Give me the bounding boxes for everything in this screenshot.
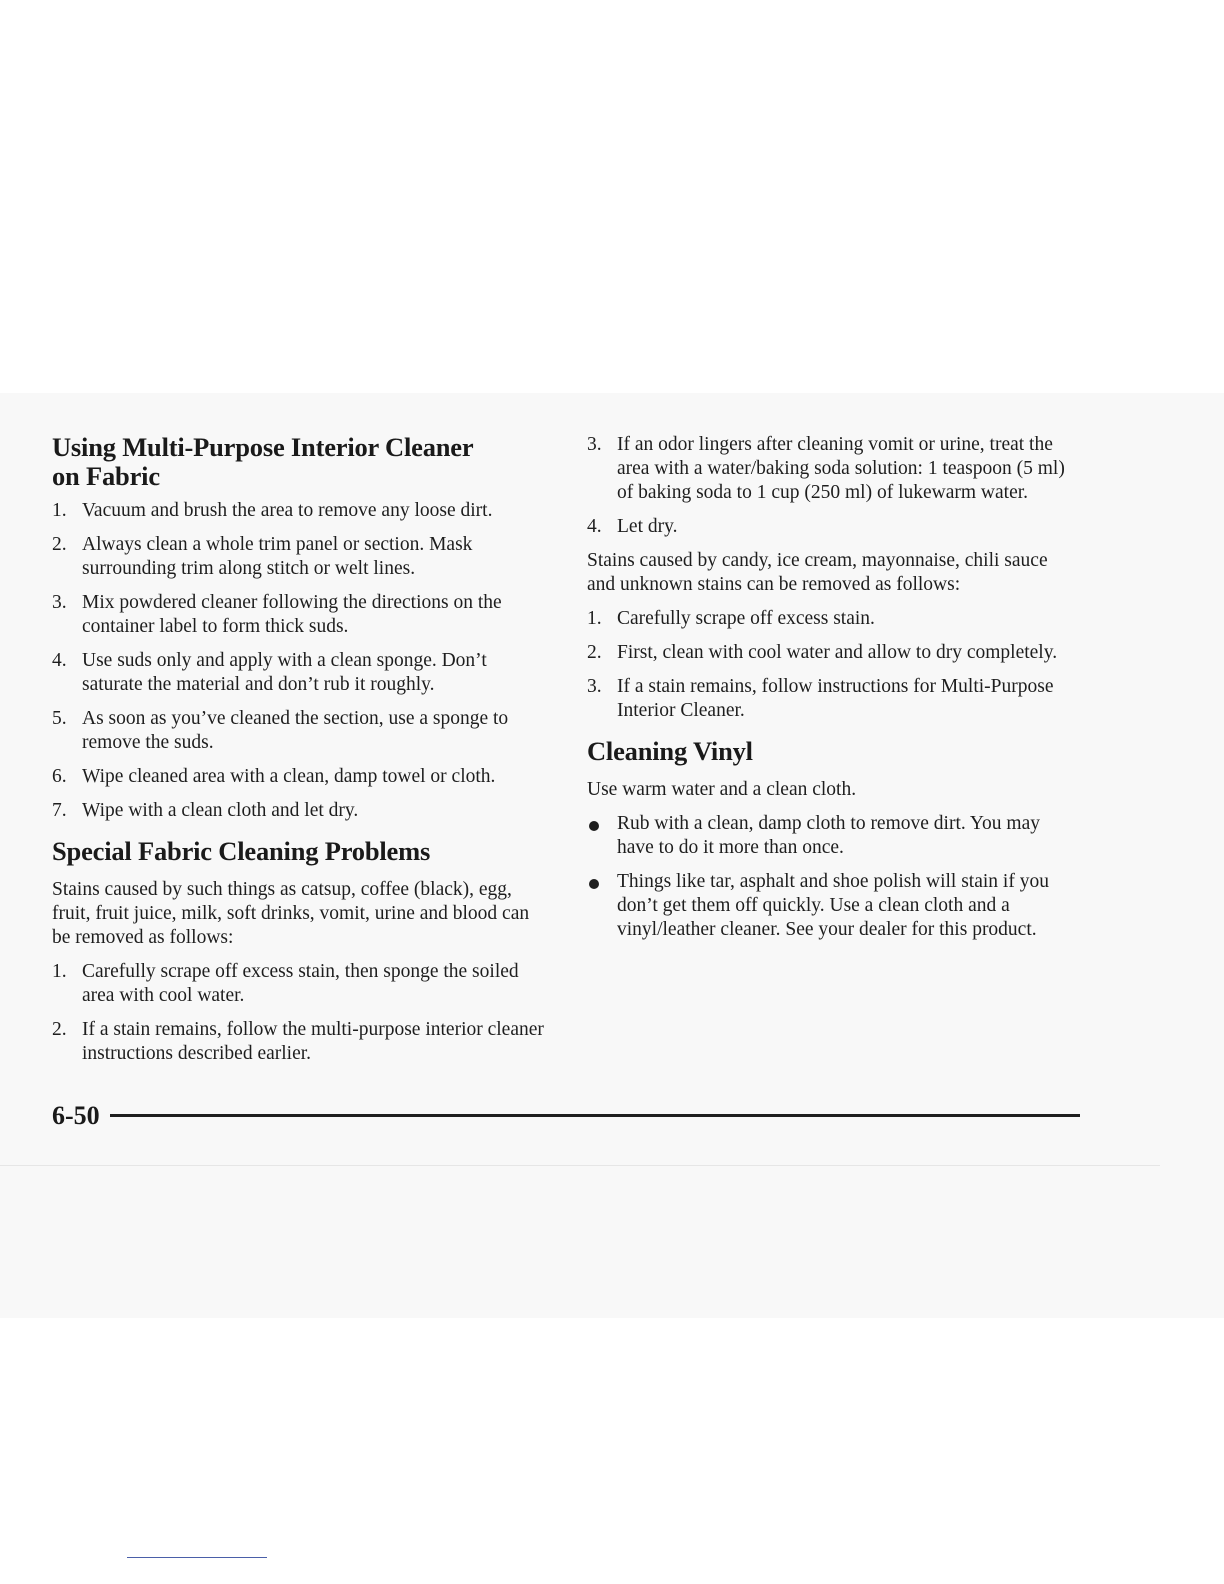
list-item: [52, 1018, 552, 1066]
step-number: 1.: [52, 961, 67, 982]
step-text: If a stain remains, follow the multi-purpose interior cleaner instructions described earlier.: [82, 1019, 544, 1064]
list-item: [587, 433, 1067, 505]
left-column: [52, 433, 552, 1076]
cleaner-steps-list: [52, 499, 552, 823]
continued-steps-list: [587, 433, 1067, 539]
heading-special-fabric-problems: Special Fabric Cleaning Problems: [52, 836, 431, 866]
step-text: First, clean with cool water and allow to dry completely.: [617, 642, 1058, 663]
list-item: [52, 799, 552, 823]
step-text: Carefully scrape off excess stain.: [617, 608, 875, 629]
special-fabric-intro: Stains caused by such things as catsup, coffee (black), egg, fruit, fruit juice, milk, soft drinks, vomit, urine and blood can be removed as follows:: [52, 879, 530, 948]
vinyl-bullets-list: [587, 812, 1067, 942]
bullet-icon: [589, 821, 599, 831]
list-item: [52, 533, 552, 581]
special-fabric-steps-list: [52, 960, 552, 1066]
right-column: [587, 433, 1067, 952]
step-text: Vacuum and brush the area to remove any loose dirt.: [82, 500, 493, 521]
list-item: [587, 812, 1067, 860]
bullet-text: Things like tar, asphalt and shoe polish will stain if you don’t get them off quickly. Use a clean cloth and a vinyl/leather cleaner. See your dealer for this product.: [617, 871, 1049, 940]
step-number: 4.: [52, 650, 67, 671]
list-item: [587, 641, 1067, 665]
list-item: [587, 515, 1067, 539]
list-item: [52, 707, 552, 755]
bullet-icon: [589, 879, 599, 889]
heading-multi-purpose-cleaner: Using Multi-Purpose Interior Cleaner on Fabric: [52, 432, 473, 491]
step-number: 4.: [587, 516, 602, 537]
step-text: Wipe with a clean cloth and let dry.: [82, 800, 359, 821]
step-number: 2.: [52, 1019, 67, 1040]
list-item: [52, 499, 552, 523]
candy-stains-steps-list: [587, 607, 1067, 723]
list-item: [52, 649, 552, 697]
bullet-text: Rub with a clean, damp cloth to remove dirt. You may have to do it more than once.: [617, 813, 1040, 858]
vinyl-intro: Use warm water and a clean cloth.: [587, 779, 857, 800]
scan-divider: [0, 1165, 1160, 1166]
step-text: If an odor lingers after cleaning vomit or urine, treat the area with a water/baking soda solution: 1 teaspoon (5 ml) of baking soda to 1 cup (250 ml) of lukewarm water.: [617, 434, 1065, 503]
page-number: 6-50: [52, 1101, 100, 1130]
candy-stains-intro: Stains caused by candy, ice cream, mayonnaise, chili sauce and unknown stains can be removed as follows:: [587, 550, 1048, 595]
list-item: [587, 870, 1067, 942]
step-number: 2.: [587, 642, 602, 663]
step-number: 3.: [587, 676, 602, 697]
step-number: 6.: [52, 766, 67, 787]
step-number: 3.: [52, 592, 67, 613]
bottom-link-underline: [127, 1557, 267, 1558]
list-item: [52, 765, 552, 789]
list-item: [52, 591, 552, 639]
step-text: As soon as you’ve cleaned the section, use a sponge to remove the suds.: [82, 708, 509, 753]
step-text: Let dry.: [617, 516, 678, 537]
step-text: Always clean a whole trim panel or section. Mask surrounding trim along stitch or welt lines.: [82, 534, 473, 579]
step-number: 1.: [587, 608, 602, 629]
list-item: [587, 675, 1067, 723]
step-text: Carefully scrape off excess stain, then sponge the soiled area with cool water.: [82, 961, 519, 1006]
step-text: Use suds only and apply with a clean sponge. Don’t saturate the material and don’t rub it roughly.: [82, 650, 487, 695]
heading-cleaning-vinyl: Cleaning Vinyl: [587, 736, 753, 766]
step-text: If a stain remains, follow instructions for Multi-Purpose Interior Cleaner.: [617, 676, 1054, 721]
step-number: 2.: [52, 534, 67, 555]
step-text: Mix powdered cleaner following the directions on the container label to form thick suds.: [82, 592, 502, 637]
step-number: 7.: [52, 800, 67, 821]
step-number: 3.: [587, 434, 602, 455]
step-text: Wipe cleaned area with a clean, damp towel or cloth.: [82, 766, 496, 787]
footer-rule: [110, 1114, 1080, 1117]
page-footer: [52, 1098, 1082, 1134]
list-item: [587, 607, 1067, 631]
step-number: 1.: [52, 500, 67, 521]
step-number: 5.: [52, 708, 67, 729]
list-item: [52, 960, 552, 1008]
